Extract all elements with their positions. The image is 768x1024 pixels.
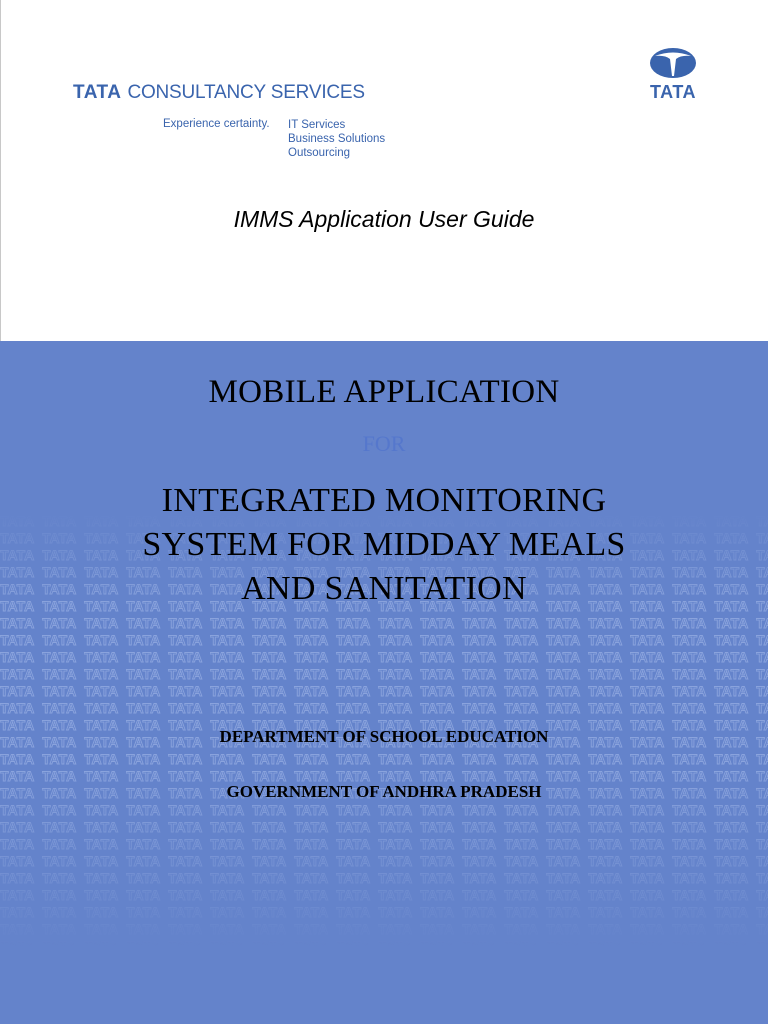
- cover-title-line: INTEGRATED MONITORING: [161, 482, 607, 519]
- cover-panel: [0, 341, 768, 1024]
- cover-main-title: [0, 479, 768, 611]
- brand-rest: CONSULTANCY SERVICES: [127, 82, 365, 103]
- tcs-brand: [73, 82, 365, 104]
- brand-bold: TATA: [73, 82, 122, 103]
- service-item: Business Solutions: [288, 133, 386, 145]
- tata-wordmark: TATA: [650, 82, 696, 102]
- government-name: GOVERNMENT OF ANDHRA PRADESH: [226, 782, 542, 801]
- cover-title-line: AND SANITATION: [241, 570, 527, 607]
- tagline: Experience certainty.: [163, 118, 270, 130]
- service-item: IT Services: [288, 119, 346, 131]
- services-list: [288, 118, 385, 160]
- service-item: Outsourcing: [288, 147, 351, 159]
- guide-title: IMMS Application User Guide: [233, 206, 535, 232]
- cover-title-line: SYSTEM FOR MIDDAY MEALS: [142, 526, 626, 563]
- cover-line-mobile-application: MOBILE APPLICATION: [208, 374, 560, 410]
- cover-line-for: FOR: [362, 431, 406, 456]
- department-name: DEPARTMENT OF SCHOOL EDUCATION: [219, 727, 549, 746]
